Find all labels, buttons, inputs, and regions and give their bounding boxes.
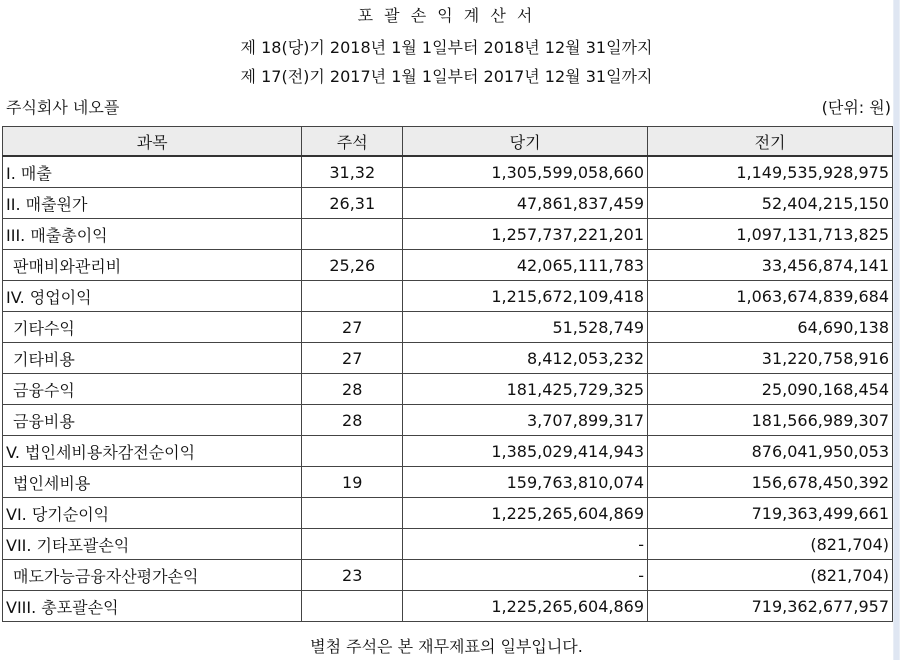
row-note [302, 591, 403, 622]
row-item-label: VIII. 총포괄손익 [3, 591, 302, 622]
row-note: 27 [302, 343, 403, 374]
row-note [302, 219, 403, 250]
row-item-label: VII. 기타포괄손익 [3, 529, 302, 560]
row-current-value: 47,861,837,459 [403, 188, 648, 219]
header-current: 당기 [403, 127, 648, 157]
statement-title: 포 괄 손 익 계 산 서 [357, 6, 536, 25]
row-note: 28 [302, 374, 403, 405]
row-current-value: 42,065,111,783 [403, 250, 648, 281]
row-item-label: III. 매출총이익 [3, 219, 302, 250]
unit-label: (단위: 원) [821, 98, 891, 117]
row-current-value: 1,225,265,604,869 [403, 498, 648, 529]
row-item-label: 매도가능금융자산평가손익 [3, 560, 302, 591]
period-prior: 제 17(전)기 2017년 1월 1일부터 2017년 12월 31일까지 [240, 67, 653, 86]
header-prior: 전기 [648, 127, 893, 157]
table-row [3, 529, 893, 560]
row-item-label: 기타비용 [3, 343, 302, 374]
row-item-label: I. 매출 [3, 156, 302, 188]
row-note: 27 [302, 312, 403, 343]
table-row [3, 436, 893, 467]
row-prior-value: 876,041,950,053 [648, 436, 893, 467]
row-note: 23 [302, 560, 403, 591]
table-row [3, 374, 893, 405]
table-row [3, 343, 893, 374]
table-row [3, 312, 893, 343]
row-prior-value: 52,404,215,150 [648, 188, 893, 219]
header-item: 과목 [3, 127, 302, 157]
row-note [302, 281, 403, 312]
row-item-label: II. 매출원가 [3, 188, 302, 219]
vertical-scrollbar[interactable] [893, 0, 900, 660]
row-prior-value: 33,456,874,141 [648, 250, 893, 281]
row-prior-value: (821,704) [648, 560, 893, 591]
row-current-value: 8,412,053,232 [403, 343, 648, 374]
row-note: 31,32 [302, 156, 403, 188]
row-current-value: - [403, 560, 648, 591]
table-row [3, 560, 893, 591]
row-prior-value: 719,362,677,957 [648, 591, 893, 622]
row-item-label: IV. 영업이익 [3, 281, 302, 312]
row-note: 26,31 [302, 188, 403, 219]
table-row [3, 281, 893, 312]
company-name: 주식회사 네오플 [6, 98, 120, 117]
row-note: 28 [302, 405, 403, 436]
table-row [3, 405, 893, 436]
table-row [3, 156, 893, 188]
row-current-value: 1,305,599,058,660 [403, 156, 648, 188]
row-current-value: 1,385,029,414,943 [403, 436, 648, 467]
row-note: 19 [302, 467, 403, 498]
table-row [3, 467, 893, 498]
row-prior-value: 719,363,499,661 [648, 498, 893, 529]
row-item-label: 판매비와관리비 [3, 250, 302, 281]
row-prior-value: (821,704) [648, 529, 893, 560]
table-header-row [3, 127, 893, 157]
row-current-value: - [403, 529, 648, 560]
row-note [302, 436, 403, 467]
row-current-value: 1,257,737,221,201 [403, 219, 648, 250]
table-row [3, 498, 893, 529]
row-note [302, 529, 403, 560]
income-statement-table [2, 126, 893, 622]
row-prior-value: 181,566,989,307 [648, 405, 893, 436]
table-row [3, 219, 893, 250]
row-current-value: 3,707,899,317 [403, 405, 648, 436]
row-prior-value: 1,149,535,928,975 [648, 156, 893, 188]
row-current-value: 1,215,672,109,418 [403, 281, 648, 312]
period-current: 제 18(당)기 2018년 1월 1일부터 2018년 12월 31일까지 [240, 38, 653, 57]
row-prior-value: 64,690,138 [648, 312, 893, 343]
row-current-value: 51,528,749 [403, 312, 648, 343]
row-note: 25,26 [302, 250, 403, 281]
header-note: 주석 [302, 127, 403, 157]
row-current-value: 181,425,729,325 [403, 374, 648, 405]
row-item-label: 기타수익 [3, 312, 302, 343]
row-prior-value: 1,063,674,839,684 [648, 281, 893, 312]
row-item-label: 금융비용 [3, 405, 302, 436]
row-note [302, 498, 403, 529]
row-item-label: V. 법인세비용차감전순이익 [3, 436, 302, 467]
row-item-label: 금융수익 [3, 374, 302, 405]
row-prior-value: 25,090,168,454 [648, 374, 893, 405]
table-body [3, 156, 893, 622]
row-prior-value: 31,220,758,916 [648, 343, 893, 374]
row-item-label: VI. 당기순이익 [3, 498, 302, 529]
row-current-value: 159,763,810,074 [403, 467, 648, 498]
footer-note: 별첨 주석은 본 재무제표의 일부입니다. [310, 637, 583, 656]
row-item-label: 법인세비용 [3, 467, 302, 498]
row-prior-value: 1,097,131,713,825 [648, 219, 893, 250]
table-row [3, 188, 893, 219]
row-prior-value: 156,678,450,392 [648, 467, 893, 498]
row-current-value: 1,225,265,604,869 [403, 591, 648, 622]
scrollbar-thumb[interactable] [894, 0, 899, 660]
table-row [3, 591, 893, 622]
table-row [3, 250, 893, 281]
